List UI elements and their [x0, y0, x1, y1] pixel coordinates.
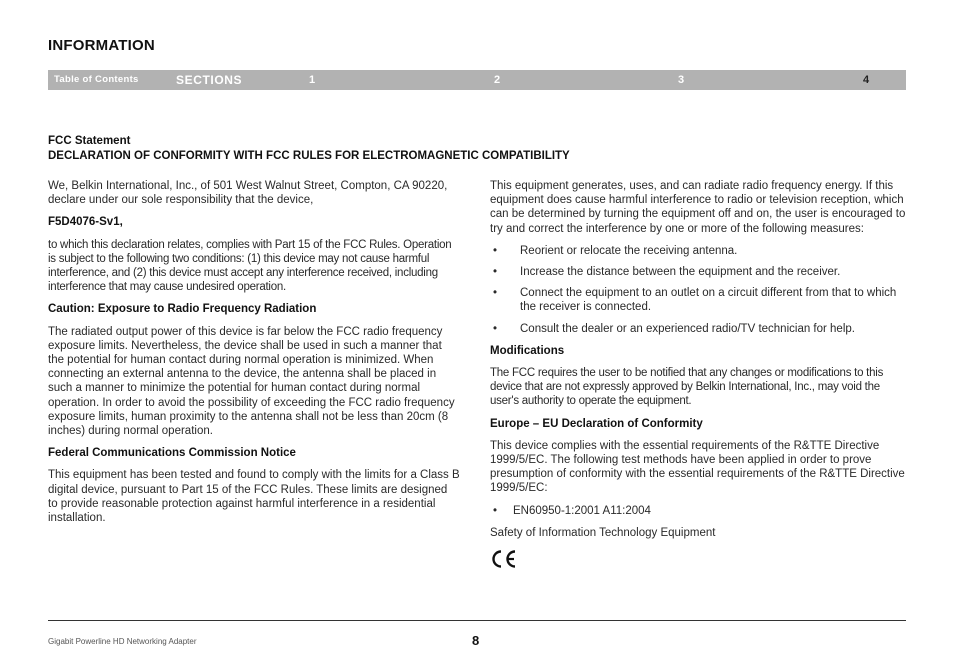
fcc-notice-heading: Federal Communications Commission Notice	[48, 447, 296, 460]
ce-mark-icon	[490, 548, 518, 570]
left-column	[48, 179, 460, 533]
list-item: • Increase the distance between the equipment and the receiver.	[490, 265, 906, 279]
section-subtitle: DECLARATION OF CONFORMITY WITH FCC RULES FOR ELECTROMAGNETIC COMPATIBILITY	[48, 149, 570, 162]
europe-heading: Europe – EU Declaration of Conformity	[490, 417, 703, 430]
section-link-3[interactable]: 3	[678, 74, 685, 86]
caution-heading: Caution: Exposure to Radio Frequency Radiation	[48, 303, 317, 316]
page-header-title: INFORMATION	[48, 37, 155, 54]
safety-text: Safety of Information Technology Equipment	[490, 526, 716, 539]
list-item: • Consult the dealer or an experienced radio/TV technician for help.	[490, 322, 906, 336]
section-heading	[48, 134, 570, 163]
interference-intro: This equipment generates, uses, and can radiate radio frequency energy. If this equipment does cause harmful interference to radio or television reception, which can be determined by turning the equipment off and on, the user is encouraged to try and correct the interference by one or more of the following measures:	[490, 180, 906, 235]
table-of-contents-link[interactable]: Table of Contents	[54, 74, 139, 85]
standards-list	[490, 504, 906, 518]
section-title: FCC Statement	[48, 135, 131, 147]
right-column	[490, 179, 906, 570]
list-item: • Connect the equipment to an outlet on a circuit different from that to which the receiver is connected.	[490, 286, 906, 314]
section-nav-bar	[48, 70, 906, 90]
declaration-intro: We, Belkin International, Inc., of 501 West Walnut Street, Compton, CA 90220, declare under our sole responsibility that the device,	[48, 180, 448, 207]
modifications-heading: Modifications	[490, 344, 565, 357]
europe-paragraph: This device complies with the essential requirements of the R&TTE Directive 1999/5/EC. The following test methods have been applied in order to prove presumption of conformity with the essential requirements of the R&TTE Directive 1999/5/EC:	[490, 439, 905, 495]
sections-label: SECTIONS	[176, 73, 243, 87]
measures-list	[490, 244, 906, 336]
section-link-1[interactable]: 1	[309, 74, 316, 86]
page-number: 8	[472, 633, 480, 648]
section-link-4-active[interactable]: 4	[863, 74, 870, 86]
fcc-rules-paragraph: to which this declaration relates, complies with Part 15 of the FCC Rules. Operation is subject to the following two conditions: (1) this device may not cause harmful interference, and (2) this device must accept any interference received, including interference that may cause undesired operation.	[48, 238, 452, 294]
list-item: • Reorient or relocate the receiving antenna.	[490, 244, 906, 258]
fcc-notice-paragraph: This equipment has been tested and found to comply with the limits for a Class B digital device, pursuant to Part 15 of the FCC Rules. These limits are designed to provide reasonable protection against harmful interference in a residential installation.	[48, 469, 460, 525]
device-model: F5D4076-Sv1,	[48, 216, 123, 229]
caution-paragraph: The radiated output power of this device is far below the FCC radio frequency exposure limits. Nevertheless, the device shall be used in such a manner that the potential for human contact during normal operation is minimized. When connecting an external antenna to the device, the antenna shall be placed in such a manner to minimize the potential for human contact during normal operation. In order to avoid the possibility of exceeding the FCC radio frequency exposure limits, human proximity to the antenna shall not be less than 20cm (8 inches) during normal operation.	[48, 325, 455, 438]
list-item: • EN60950-1:2001 A11:2004	[490, 504, 906, 518]
section-link-2[interactable]: 2	[494, 74, 501, 86]
footer-divider	[48, 620, 906, 621]
footer-product-name: Gigabit Powerline HD Networking Adapter	[48, 637, 197, 646]
modifications-paragraph: The FCC requires the user to be notified that any changes or modifications to this device that are not expressly approved by Belkin International, Inc., may void the user's authority to operate the equipment.	[490, 367, 884, 408]
